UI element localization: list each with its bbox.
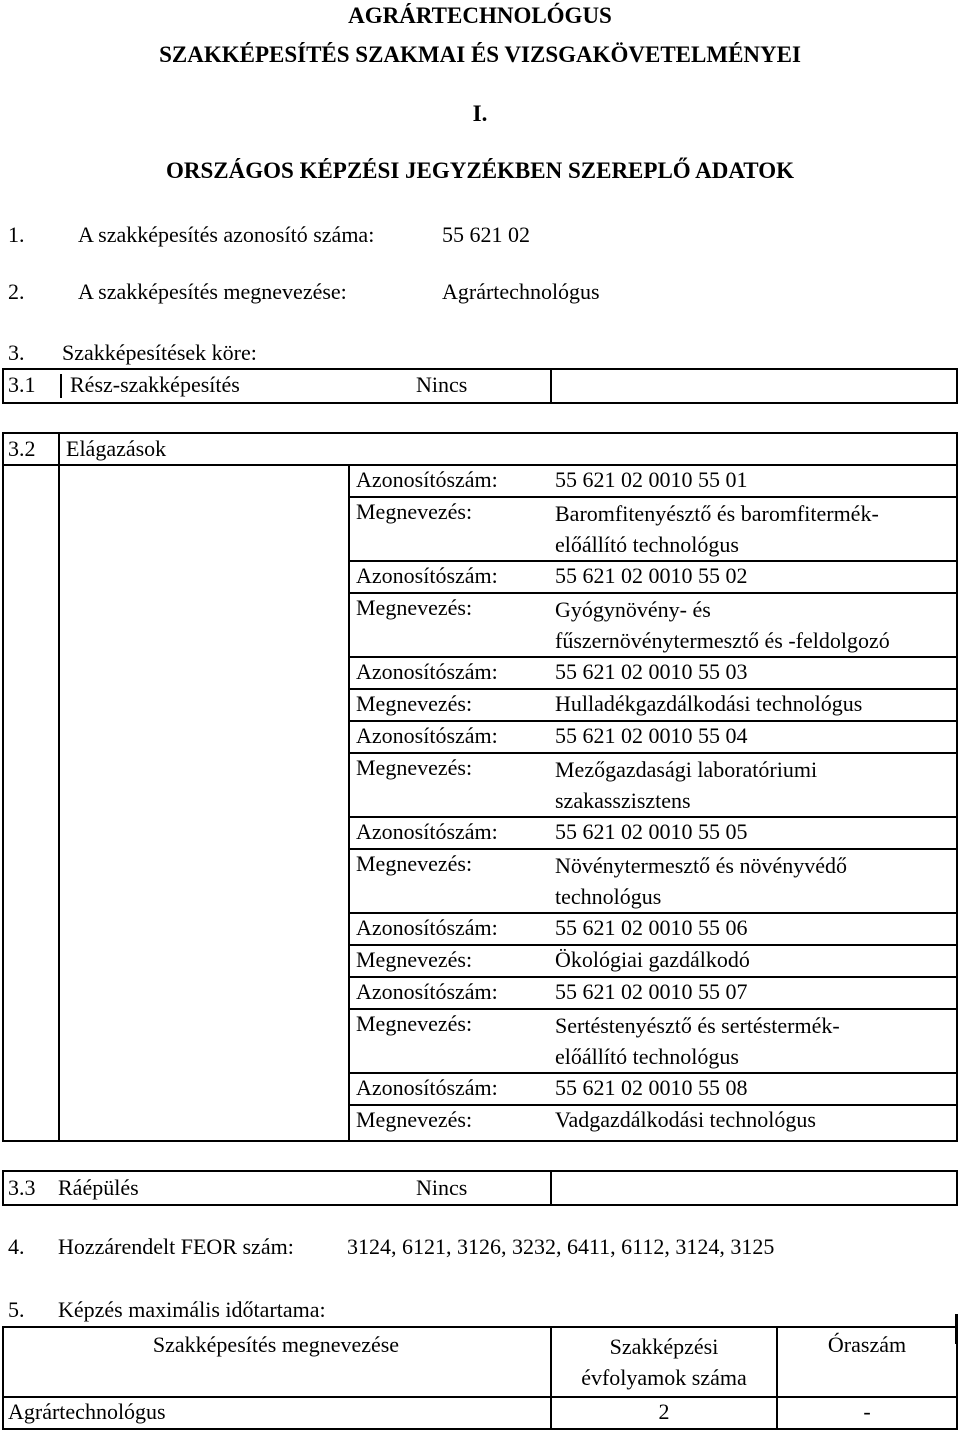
item-4-label: Hozzárendelt FEOR szám: bbox=[58, 1234, 294, 1259]
branch-6-id: 55 621 02 0010 55 06 bbox=[555, 915, 748, 940]
branch-8-id-label: Azonosítószám: bbox=[356, 1075, 498, 1100]
row-divider bbox=[348, 720, 958, 722]
item-3-1-value: Nincs bbox=[416, 372, 468, 397]
branch-4-name-line1: Mezőgazdasági laboratóriumi bbox=[555, 757, 818, 782]
doc-subtitle: SZAKKÉPESÍTÉS SZAKMAI ÉS VIZSGAKÖVETELMÉNYEI bbox=[159, 42, 801, 67]
table-cell-years: 2 bbox=[658, 1399, 670, 1424]
item-3-3-number: 3.3 bbox=[8, 1175, 36, 1200]
row-divider bbox=[348, 496, 958, 498]
divider bbox=[2, 464, 958, 466]
row-divider bbox=[348, 848, 958, 850]
row-divider bbox=[348, 912, 958, 914]
table-cell-hours: - bbox=[863, 1399, 871, 1424]
table-header-hours: Óraszám bbox=[827, 1332, 907, 1357]
branch-8-name-line1: Vadgazdálkodási technológus bbox=[555, 1107, 816, 1132]
item-3-2-number: 3.2 bbox=[8, 436, 36, 461]
branch-2-id-label: Azonosítószám: bbox=[356, 563, 498, 588]
part-number: I. bbox=[472, 101, 488, 126]
item-5-number: 5. bbox=[8, 1297, 25, 1322]
branch-7-id-label: Azonosítószám: bbox=[356, 979, 498, 1004]
divider bbox=[58, 432, 60, 1142]
branch-5-id: 55 621 02 0010 55 05 bbox=[555, 819, 748, 844]
divider bbox=[550, 1170, 552, 1206]
item-3-3-label: Ráépülés bbox=[58, 1175, 139, 1200]
branch-7-name-line1: Sertéstenyésztő és sertéstermék- bbox=[555, 1013, 840, 1038]
item-3-1-number: 3.1 bbox=[8, 372, 36, 397]
branch-4-name-line2: szakasszisztens bbox=[555, 788, 691, 813]
branch-2-name-line2: fűszernövénytermesztő és -feldolgozó bbox=[555, 628, 890, 653]
table-cell-name: Agrártechnológus bbox=[8, 1399, 166, 1424]
item-4-value: 3124, 6121, 3126, 3232, 6411, 6112, 3124, 3125 bbox=[347, 1234, 775, 1259]
branch-3-name-label: Megnevezés: bbox=[356, 691, 473, 716]
branch-5-name-label: Megnevezés: bbox=[356, 851, 473, 876]
branch-5-name-line1: Növénytermesztő és növényvédő bbox=[555, 853, 848, 878]
section-title: ORSZÁGOS KÉPZÉSI JEGYZÉKBEN SZEREPLŐ ADATOK bbox=[166, 158, 794, 183]
branch-3-id: 55 621 02 0010 55 03 bbox=[555, 659, 748, 684]
row-divider bbox=[348, 592, 958, 594]
row-divider bbox=[348, 816, 958, 818]
item-3-1-label: Rész-szakképesítés bbox=[70, 372, 240, 397]
row-divider bbox=[348, 560, 958, 562]
branch-8-name-label: Megnevezés: bbox=[356, 1107, 473, 1132]
branch-2-name-label: Megnevezés: bbox=[356, 595, 473, 620]
branch-6-name-label: Megnevezés: bbox=[356, 947, 473, 972]
divider bbox=[2, 1396, 958, 1398]
row-divider bbox=[348, 1072, 958, 1074]
branch-1-name-line2: előállító technológus bbox=[555, 532, 739, 557]
branch-1-id: 55 621 02 0010 55 01 bbox=[555, 467, 748, 492]
item-4-number: 4. bbox=[8, 1234, 25, 1259]
divider bbox=[348, 464, 350, 1142]
doc-title: AGRÁRTECHNOLÓGUS bbox=[348, 3, 612, 28]
branch-7-name-label: Megnevezés: bbox=[356, 1011, 473, 1036]
branch-4-id: 55 621 02 0010 55 04 bbox=[555, 723, 748, 748]
branch-3-name-line1: Hulladékgazdálkodási technológus bbox=[555, 691, 863, 716]
branch-1-name-line1: Baromfitenyésztő és baromfitermék- bbox=[555, 501, 879, 526]
branch-5-id-label: Azonosítószám: bbox=[356, 819, 498, 844]
branch-8-id: 55 621 02 0010 55 08 bbox=[555, 1075, 748, 1100]
row-divider bbox=[348, 688, 958, 690]
divider bbox=[60, 374, 62, 398]
item-2-label: A szakképesítés megnevezése: bbox=[78, 279, 347, 304]
additional-qualification-box bbox=[2, 1170, 958, 1206]
item-3-2-label: Elágazások bbox=[66, 436, 167, 461]
branch-1-name-label: Megnevezés: bbox=[356, 499, 473, 524]
item-2-number: 2. bbox=[8, 279, 25, 304]
branch-3-id-label: Azonosítószám: bbox=[356, 659, 498, 684]
row-divider bbox=[348, 976, 958, 978]
item-1-label: A szakképesítés azonosító száma: bbox=[78, 222, 375, 247]
item-2-value: Agrártechnológus bbox=[442, 279, 600, 304]
branch-4-id-label: Azonosítószám: bbox=[356, 723, 498, 748]
branch-1-id-label: Azonosítószám: bbox=[356, 467, 498, 492]
row-divider bbox=[348, 1008, 958, 1010]
item-1-value: 55 621 02 bbox=[442, 222, 530, 247]
branch-2-id: 55 621 02 0010 55 02 bbox=[555, 563, 748, 588]
item-3-label: Szakképesítések köre: bbox=[62, 340, 257, 365]
item-3-number: 3. bbox=[8, 340, 25, 365]
row-divider bbox=[348, 944, 958, 946]
row-divider bbox=[348, 752, 958, 754]
item-1-number: 1. bbox=[8, 222, 25, 247]
branch-6-name-line1: Ökológiai gazdálkodó bbox=[555, 947, 750, 972]
table-header-name: Szakképesítés megnevezése bbox=[152, 1332, 400, 1357]
table-header-years-line2: évfolyamok száma bbox=[581, 1365, 747, 1390]
item-3-3-value: Nincs bbox=[416, 1175, 468, 1200]
branch-2-name-line1: Gyógynövény- és bbox=[555, 597, 711, 622]
item-5-label: Képzés maximális időtartama: bbox=[58, 1297, 326, 1322]
row-divider bbox=[348, 1104, 958, 1106]
branch-7-id: 55 621 02 0010 55 07 bbox=[555, 979, 748, 1004]
branch-5-name-line2: technológus bbox=[555, 884, 662, 909]
branch-7-name-line2: előállító technológus bbox=[555, 1044, 739, 1069]
table-header-years-line1: Szakképzési bbox=[609, 1334, 719, 1359]
branch-6-id-label: Azonosítószám: bbox=[356, 915, 498, 940]
divider bbox=[550, 368, 552, 404]
row-divider bbox=[348, 656, 958, 658]
branch-4-name-label: Megnevezés: bbox=[356, 755, 473, 780]
